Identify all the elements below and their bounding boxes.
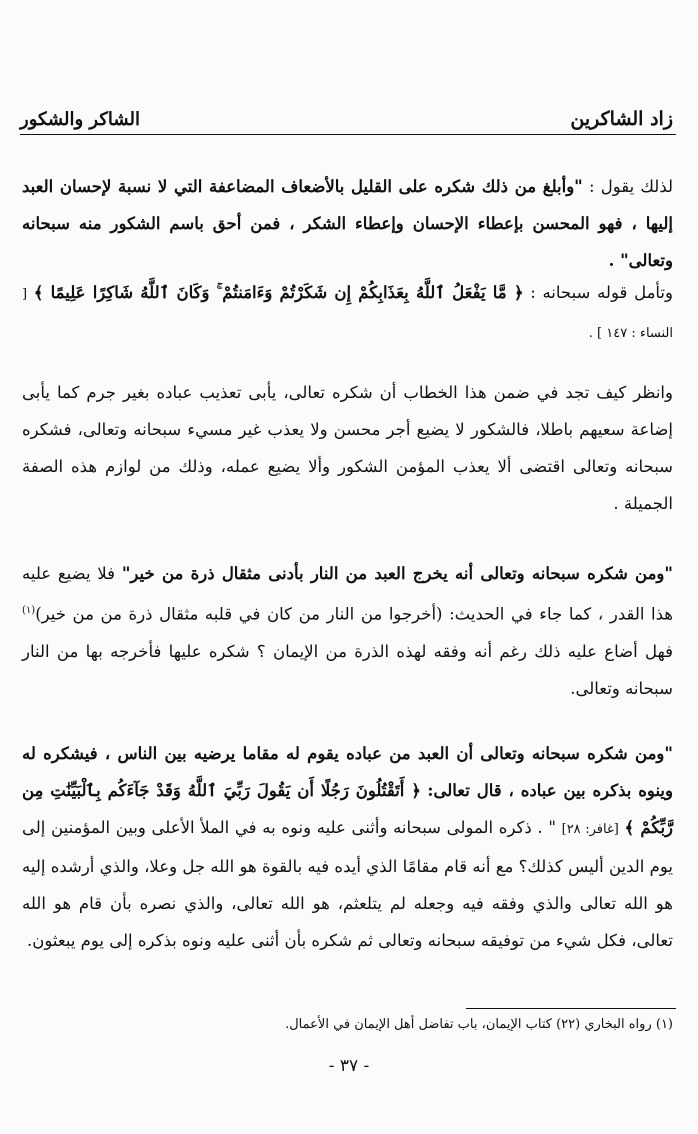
quran-verse-ghafir: ﴿ أَتَقْتُلُونَ رَجُلًا أَن يَقُولَ رَبِّيَ ٱللَّهُ وَقَدْ جَآءَكُم بِٱلْبَيِّنَٰتِ مِن رَّبِّكُمْ ﴾ (22, 781, 674, 837)
paragraph-1-quote: "وأبلغ من ذلك شكره على القليل بالأضعاف المضاعفة التي لا نسبة لإحسان العبد إليها ، فهو المحسن بإعطاء الإحسان وإعطاء الشكر ، فمن أحق باسم الشكور منه سبحانه وتعالى" . (22, 177, 673, 270)
running-header (20, 100, 673, 130)
paragraph-5 (22, 735, 673, 959)
section-title: الشاكر والشكور (20, 109, 140, 130)
footnote-rule (466, 1008, 676, 1009)
paragraph-1 (22, 168, 673, 279)
book-title: زاد الشاكرين (570, 108, 673, 130)
footnote-marker: (١) (22, 605, 36, 616)
footnote: (١) رواه البخاري (٢٢) كتاب الإيمان، باب تفاضل أهل الإيمان في الأعمال. (285, 1017, 673, 1032)
header-rule (20, 134, 676, 135)
paragraph-5-tail: " . ذكره المولى سبحانه وأثنى عليه ونوه به في الملأ الأعلى وبين المؤمنين إلى يوم الدين أليس كذلك؟ مع أنه قام مقامًا الذي أيده فيه بالقوة هو الله جل وعلا، والذي أرشده إليه هو الله تعالى والذي وفقه فيه وجعله لم يتلعثم، هو الله تعالى، والذي نصره بأن قام هو الله تعالى، فكل شيء من توفيقه سبحانه وتعالى ثم شكره بأن أثنى عليه ونوه بذكره إلى يوم يبعثون. (22, 818, 673, 950)
paragraph-4-quote: "ومن شكره سبحانه وتعالى أنه يخرج العبد من النار بأدنى مثقال ذرة من خير" (121, 564, 673, 583)
paragraph-4-mid: فلا يضيع عليه هذا القدر ، كما جاء في الحديث: (22, 564, 674, 624)
paragraph-3 (22, 374, 673, 522)
paragraph-3-text: وانظر كيف تجد في ضمن هذا الخطاب أن شكره تعالى، يأبى تعذيب عباده بغير جرم كما يأبى إضاعة سعيهم باطلا، فالشكور لا يضيع أجر محسن ولا يعذب غير مسيء سبحانه وتعالى، فشكره سبحانه وتعالى اقتضى ألا يعذب المؤمن الشكور وألا يضيع عمله، وذلك من لوازم هذه الصفة الجميلة . (22, 383, 673, 513)
paragraph-5-quote: "ومن شكره سبحانه وتعالى أن العبد من عباده يقوم له مقاما يرضيه بين الناس ، فيشكره له وينوه بذكره بين عباده ، قال تعالى: (22, 744, 673, 800)
quran-verse-nisa: ﴿ مَّا يَفْعَلُ ٱللَّهُ بِعَذَابِكُمْ إِن شَكَرْتُمْ وَءَامَنتُمْ ۚ وَكَانَ ٱللَّهُ شَاكِرًا عَلِيمًا ﴾ (33, 283, 524, 302)
paragraph-4 (22, 555, 673, 707)
paragraph-1-lead: لذلك يقول : (589, 177, 674, 196)
paragraph-2 (22, 274, 673, 352)
page-number: - ٣٧ - (328, 1056, 370, 1076)
verse-reference-nisa: [ النساء : ١٤٧ ] . (22, 287, 673, 341)
paragraph-2-lead: وتأمل قوله سبحانه : (530, 283, 673, 302)
paragraph-4-tail: فهل أضاع عليه ذلك رغم أنه وفقه لهذه الذرة من الإيمان ؟ شكره عليها فأخرجه بها من النار سبحانه وتعالى. (22, 641, 673, 698)
hadith-text: (أخرجوا من النار من كان في قلبه مثقال ذرة من من خير) (35, 604, 443, 624)
verse-reference-ghafir: [غافر: ٢٨] (561, 822, 619, 837)
